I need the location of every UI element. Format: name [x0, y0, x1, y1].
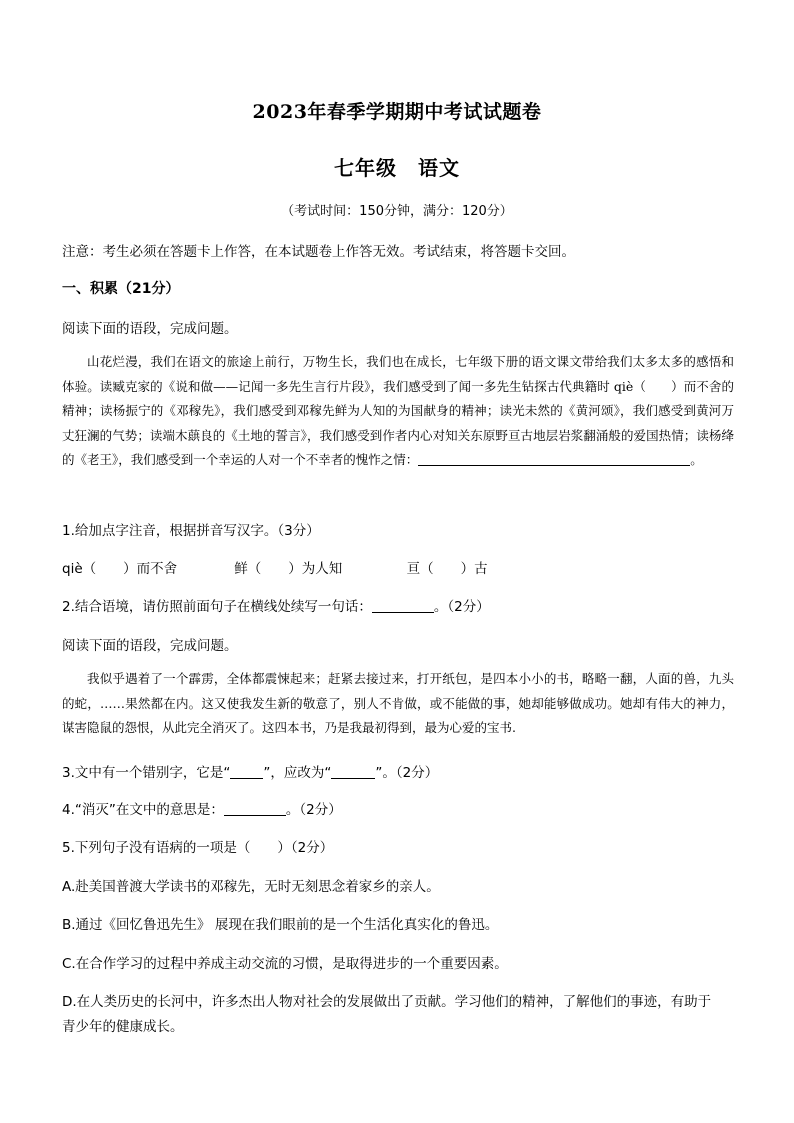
q3-text-b: ”，应改为“	[263, 765, 332, 781]
question-3	[62, 761, 752, 781]
q3-correct-char-blank[interactable]	[331, 765, 375, 780]
passage-1	[62, 350, 734, 473]
q1-item-gen: 亘（ ）古	[406, 561, 488, 577]
question-2	[62, 595, 752, 615]
q5-option-c: C.在合作学习的过程中养成主动交流的习惯，是取得进步的一个重要因素。	[62, 956, 508, 972]
question-1-items	[62, 557, 752, 577]
notice-text: 注意：考生必须在答题卡上作答，在本试题卷上作答无效。考试结束，将答题卡交回。	[62, 244, 575, 260]
answer-blank-passage[interactable]	[418, 453, 690, 467]
q5-option-b: B.通过《回忆鲁迅先生》 展现在我们眼前的是一个生活化真实化的鲁迅。	[62, 917, 499, 933]
reading-intro-2: 阅读下面的语段，完成问题。	[62, 638, 238, 654]
exam-info: （考试时间：150分钟，满分：120分）	[281, 204, 513, 219]
question-4	[62, 798, 752, 818]
passage-1-end: 。	[690, 452, 703, 468]
exam-title: 2023年春季学期期中考试试题卷	[252, 101, 542, 123]
q5-option-d: D.在人类历史的长河中，许多杰出人物对社会的发展做出了贡献。学习他们的精神，了解他们的事迹，有助于	[62, 994, 712, 1010]
question-1: 1.给加点字注音，根据拼音写汉字。（3分）	[62, 523, 320, 539]
q5-option-a: A.赴美国普渡大学读书的邓稼先，无时无刻思念着家乡的亲人。	[62, 879, 440, 895]
q2-text: 2.结合语境，请仿照前面句子在横线处续写一句话：	[62, 599, 372, 615]
q3-wrong-char-blank[interactable]	[230, 765, 263, 780]
q4-score: 。（2分）	[285, 802, 342, 818]
q2-score: 。（2分）	[433, 599, 490, 615]
q3-text-c: ”。（2分）	[375, 765, 439, 781]
section-heading: 一、积累（21分）	[62, 281, 180, 297]
passage-1-text: 山花烂漫，我们在语文的旅途上前行，万物生长，我们也在成长，七年级下册的语文课文带给我们太多太多的感悟和体验。读臧克家的《说和做——记闻一多先生言行片段》，我们感受到了闻一多先生钻探古代典籍时 qiè（ ）而不舍的精神；读杨振宁的《邓稼先》，我们感受到邓稼先鲜为人知的为国献身的精神；读光未然的《黄河颂》，我们感受到黄河万丈狂澜的气势；读端木蕻良的《土地的誓言》，我们感受到作者内心对知关东原野亘古地层岩浆翻涌般的爱国热情；读杨绛的《老王》，我们感受到一个幸运的人对一个不幸者的愧怍之情：	[62, 354, 734, 468]
q5-option-d-cont: 青少年的健康成长。	[62, 1019, 184, 1035]
passage-2: 我似乎遇着了一个霹雳，全体都震悚起来；赶紧去接过来，打开纸包，是四本小小的书，略略一翻，人面的兽，九头的蛇，……果然都在内。这又使我发生新的敬意了，别人不肯做，或不能做的事，她却能够做成功。她却有伟大的神力，谋害隐鼠的怨恨，从此完全消灭了。这四本书，乃是我最初得到，最为心爱的宝书.	[62, 671, 734, 736]
exam-subtitle: 七年级 语文	[334, 156, 460, 180]
q1-item-qie: qiè（ ）而不舍	[62, 561, 178, 577]
q2-answer-blank[interactable]	[372, 599, 434, 614]
q1-item-xian: 鲜（ ）为人知	[234, 561, 343, 577]
q3-text-a: 3.文中有一个错别字，它是“	[62, 765, 231, 781]
q4-text: 4.“消灭”在文中的意思是：	[62, 802, 224, 818]
reading-intro-1: 阅读下面的语段，完成问题。	[62, 321, 238, 337]
question-5: 5.下列句子没有语病的一项是（ ）（2分）	[62, 840, 334, 856]
q4-answer-blank[interactable]	[224, 802, 286, 817]
